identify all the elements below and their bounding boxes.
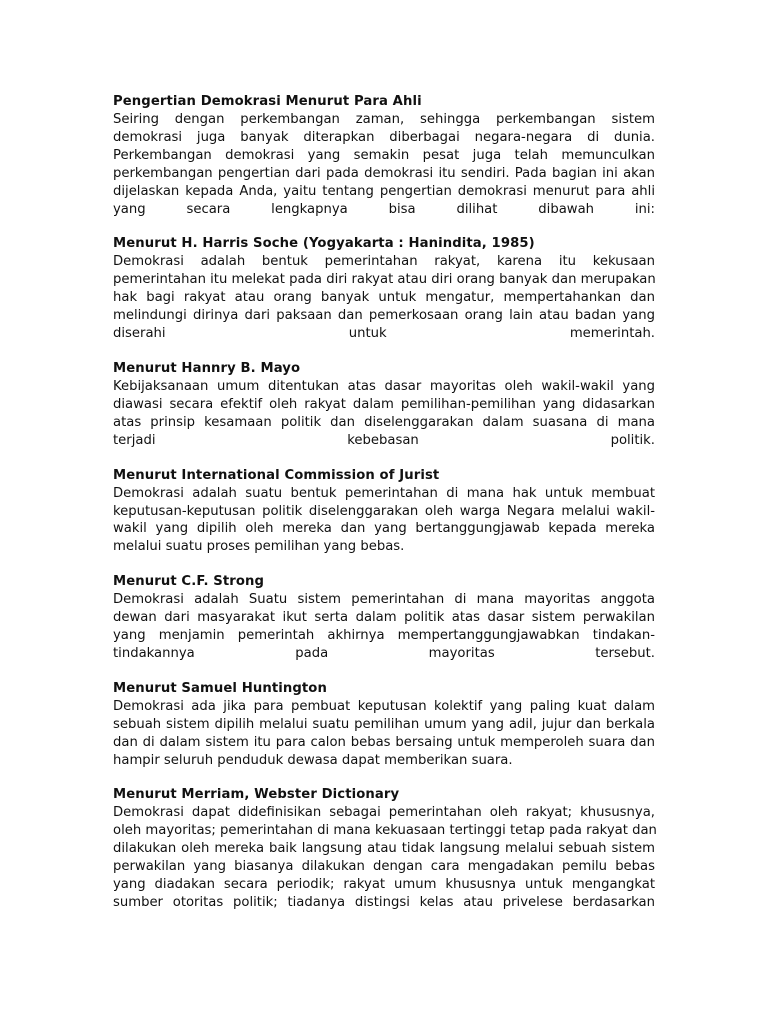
text-line: Demokrasi adalah bentuk pemerintahan rakyat, karena itu kekusaan [113, 254, 655, 270]
text-line: dilakukan oleh mereka baik langsung atau tidak langsung melalui sebuah sistem [113, 841, 655, 857]
text-line: hampir seluruh penduduk dewasa dapat memberikan suara. [113, 752, 513, 768]
text-line: Demokrasi adalah Suatu sistem pemerintahan di mana mayoritas anggota [113, 592, 655, 608]
section-paragraph [113, 698, 655, 770]
text-line: tindakannya pada mayoritas tersebut. [113, 645, 655, 661]
text-line: atas prinsip kesamaan politik dan diselenggarakan dalam suasana di mana [113, 414, 655, 430]
section-mayo [113, 360, 655, 450]
section-heading: Menurut H. Harris Soche (Yogyakarta : Hanindita, 1985) [113, 236, 535, 252]
text-line: dan di dalam sistem itu para calon bebas bersaing untuk memperoleh suara dan [113, 734, 655, 750]
section-intro [113, 93, 655, 218]
text-line: Kebijaksanaan umum ditentukan atas dasar mayoritas oleh wakil-wakil yang [113, 378, 655, 394]
text-line: melalui suatu proses pemilihan yang bebas. [113, 539, 405, 555]
section-paragraph [113, 378, 655, 450]
text-line: yang diadakan secara periodik; rakyat umum khususnya untuk mengangkat [113, 877, 655, 893]
section-icj [113, 467, 655, 557]
text-line: sebuah sistem dipilih melalui suatu pemilihan umum yang adil, jujur dan berkala [113, 716, 655, 732]
text-line: Demokrasi ada jika para pembuat keputusan kolektif yang paling kuat dalam [113, 698, 655, 714]
text-line: wakil yang dipilih oleh mereka dan yang bertanggungjawab kepada mereka [113, 521, 655, 537]
section-harris-soche [113, 235, 655, 343]
text-line: keputusan-keputusan politik diselenggarakan oleh warga Negara melalui wakil- [113, 503, 655, 519]
document-page [113, 93, 655, 929]
text-line: melindungi dirinya dari paksaan dan pemerkosaan orang lain atau badan yang [113, 308, 655, 324]
text-line: Demokrasi adalah suatu bentuk pemerintahan di mana hak untuk membuat [113, 485, 655, 501]
section-heading: Menurut Merriam, Webster Dictionary [113, 787, 400, 803]
section-heading: Menurut Samuel Huntington [113, 680, 327, 696]
text-line: Demokrasi dapat didefinisikan sebagai pemerintahan oleh rakyat; khususnya, [113, 805, 655, 821]
text-line: perwakilan yang biasanya dilakukan dengan cara mengadakan pemilu bebas [113, 859, 655, 875]
text-line: dewan dari masyarakat ikut serta dalam politik atas dasar sistem perwakilan [113, 610, 655, 626]
text-line: pemerintahan itu melekat pada diri rakyat atau diri orang banyak dan merupakan [113, 272, 656, 288]
text-line: sumber otoritas politik; tiadanya distingsi kelas atau privelese berdasarkan [113, 895, 655, 910]
text-line: yang secara lengkapnya bisa dilihat dibawah ini: [113, 201, 655, 217]
section-paragraph [113, 111, 655, 218]
text-line: oleh mayoritas; pemerintahan di mana kekuasaan tertinggi tetap pada rakyat dan [113, 823, 657, 839]
section-heading: Menurut C.F. Strong [113, 574, 265, 590]
section-heading: Menurut Hannry B. Mayo [113, 360, 301, 376]
section-paragraph [113, 804, 655, 911]
section-paragraph [113, 591, 655, 663]
section-heading: Menurut International Commission of Jurist [113, 467, 440, 483]
text-line: Seiring dengan perkembangan zaman, sehingga perkembangan sistem [113, 112, 655, 127]
section-strong [113, 573, 655, 663]
text-line: Perkembangan demokrasi yang semakin pesat juga telah memunculkan [113, 147, 655, 163]
text-line: demokrasi juga banyak diterapkan diberbagai negara-negara di dunia. [113, 129, 655, 145]
text-line: yang menjamin pemerintah akhirnya mempertanggungjawabkan tindakan- [113, 628, 655, 644]
text-line: terjadi kebebasan politik. [113, 432, 655, 448]
text-line: hak bagi rakyat atau orang banyak untuk mengatur, mempertahankan dan [113, 290, 655, 306]
section-heading: Pengertian Demokrasi Menurut Para Ahli [113, 94, 422, 109]
text-line: diserahi untuk memerintah. [113, 326, 655, 342]
text-line: dijelaskan kepada Anda, yaitu tentang pengertian demokrasi menurut para ahli [113, 183, 655, 199]
section-merriam-webster [113, 786, 655, 911]
section-paragraph [113, 253, 655, 343]
section-huntington [113, 680, 655, 770]
text-line: perkembangan pengertian dari pada demokrasi itu sendiri. Pada bagian ini akan [113, 165, 655, 181]
text-line: diawasi secara efektif oleh rakyat dalam pemilihan-pemilihan yang didasarkan [113, 396, 655, 412]
section-paragraph [113, 485, 655, 557]
